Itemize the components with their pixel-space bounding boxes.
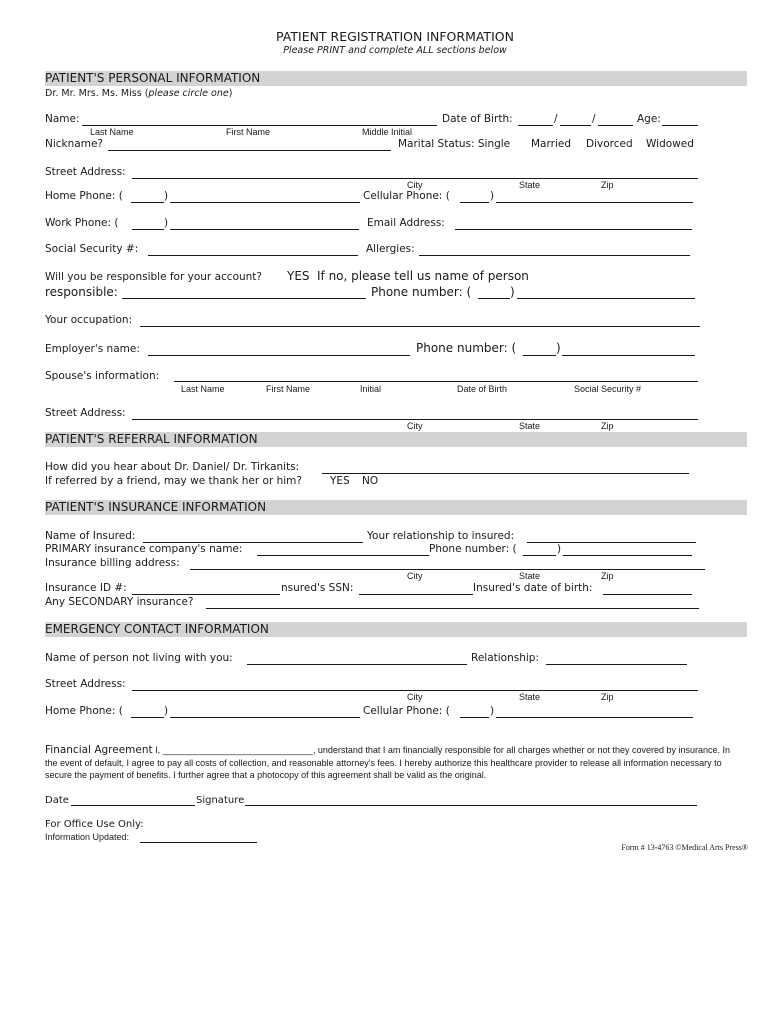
zip-caption: Zip — [601, 571, 614, 581]
section-heading-referral: PATIENT'S REFERRAL INFORMATION — [45, 432, 258, 446]
emergency-home-phone-label: Home Phone: ( — [45, 705, 123, 717]
employer-phone-field[interactable] — [562, 355, 695, 356]
allergies-field[interactable] — [419, 255, 690, 256]
emergency-person-field[interactable] — [247, 664, 467, 665]
insurance-phone-label: Phone number: ( — [429, 543, 517, 555]
ssn-field[interactable] — [148, 255, 358, 256]
emergency-cell-phone-label: Cellular Phone: ( — [363, 705, 450, 717]
marital-status-divorced[interactable]: Divorced — [586, 138, 633, 150]
responsible-phone-area-field[interactable] — [478, 298, 510, 299]
paren-close: ) — [556, 341, 561, 355]
work-phone-area-field[interactable] — [132, 229, 164, 230]
cell-phone-label: Cellular Phone: ( — [363, 190, 450, 202]
work-phone-field[interactable] — [170, 229, 359, 230]
age-field[interactable] — [662, 125, 698, 126]
dob-day-field[interactable] — [560, 125, 591, 126]
name-label: Name: — [45, 113, 80, 125]
emergency-cell-phone-field[interactable] — [496, 717, 693, 718]
responsible-field[interactable] — [122, 298, 366, 299]
city-caption: City — [407, 421, 423, 431]
zip-caption: Zip — [601, 421, 614, 431]
allergies-label: Allergies: — [366, 243, 415, 255]
signature-label: Signature — [196, 795, 245, 806]
billing-address-label: Insurance billing address: — [45, 557, 180, 569]
cell-phone-field[interactable] — [496, 202, 693, 203]
street-address-label: Street Address: — [45, 166, 126, 178]
referral-yes[interactable]: YES — [330, 475, 350, 487]
emergency-person-label: Name of person not living with you: — [45, 652, 233, 664]
referral-no[interactable]: NO — [362, 475, 379, 487]
financial-agreement-paragraph: Financial Agreement I, ______________________________, understand that I am financially responsible for all charges whether or not they covered by insurance. In the event of default, I agree to pay all costs of collection, and reasonable attorney's fees. I hereby authorize this healthcare provider to release all information necessary to secure the payment of benefits. I further agree that a photocopy of this agreement shall be valid as the original. — [45, 744, 731, 780]
referral-source-label: How did you hear about Dr. Daniel/ Dr. Tirkanits: — [45, 461, 300, 473]
employer-label: Employer's name: — [45, 343, 140, 355]
nickname-label: Nickname? — [45, 138, 103, 150]
emergency-cell-area-field[interactable] — [460, 717, 489, 718]
office-use-label: For Office Use Only: — [45, 819, 144, 830]
spouse-street-field[interactable] — [132, 419, 698, 420]
state-caption: State — [519, 692, 541, 702]
state-caption: State — [519, 180, 541, 190]
zip-caption: Zip — [601, 180, 614, 190]
responsible-question: Will you be responsible for your account? — [45, 271, 262, 283]
form-title: PATIENT REGISTRATION INFORMATION — [276, 29, 514, 44]
primary-insurance-label: PRIMARY insurance company's name: — [45, 543, 243, 555]
emergency-relationship-label: Relationship: — [471, 652, 539, 664]
emergency-street-label: Street Address: — [45, 678, 126, 690]
home-phone-label: Home Phone: ( — [45, 190, 123, 202]
cell-phone-area-field[interactable] — [460, 202, 489, 203]
paren-close: ) — [510, 285, 515, 299]
marital-status-widowed[interactable]: Widowed — [646, 138, 694, 150]
spouse-first-caption: First Name — [266, 384, 311, 394]
paren-close: ) — [164, 217, 169, 229]
paren-close: ) — [164, 705, 169, 717]
signature-field[interactable] — [245, 805, 697, 806]
responsible-phone-field[interactable] — [517, 298, 695, 299]
emergency-home-area-field[interactable] — [131, 717, 164, 718]
secondary-insurance-label: Any SECONDARY insurance? — [45, 596, 194, 608]
occupation-label: Your occupation: — [45, 314, 133, 326]
name-field[interactable] — [82, 125, 437, 126]
section-heading-personal: PATIENT'S PERSONAL INFORMATION — [45, 71, 261, 85]
work-phone-label: Work Phone: ( — [45, 217, 119, 229]
insured-dob-field[interactable] — [603, 594, 692, 595]
spouse-last-caption: Last Name — [181, 384, 225, 394]
employer-field[interactable] — [148, 355, 410, 356]
insured-dob-label: Insured's date of birth: — [473, 582, 593, 594]
insured-ssn-label: nsured's SSN: — [281, 582, 354, 594]
spouse-field[interactable] — [174, 381, 698, 382]
responsible-no-note: If no, please tell us name of person — [317, 269, 529, 283]
info-updated-label: Information Updated: — [45, 832, 130, 842]
paren-close: ) — [490, 190, 495, 202]
emergency-street-field[interactable] — [132, 690, 698, 691]
employer-phone-label: Phone number: ( — [416, 341, 517, 355]
age-label: Age: — [637, 113, 661, 125]
spouse-dob-caption: Date of Birth — [457, 384, 508, 394]
referral-thanks-question: If referred by a friend, may we thank her or him? — [45, 475, 302, 487]
city-caption: City — [407, 692, 423, 702]
title-options[interactable]: Dr. Mr. Mrs. Ms. Miss (please circle one) — [45, 88, 233, 99]
occupation-field[interactable] — [140, 326, 700, 327]
middle-initial-caption: Middle Initial — [362, 127, 413, 137]
insured-relationship-label: Your relationship to insured: — [367, 530, 515, 542]
email-label: Email Address: — [367, 217, 445, 229]
paren-close: ) — [164, 190, 169, 202]
billing-address-field[interactable] — [190, 569, 705, 570]
section-heading-emergency: EMERGENCY CONTACT INFORMATION — [45, 622, 269, 636]
secondary-insurance-field[interactable] — [206, 608, 699, 609]
state-caption: State — [519, 571, 541, 581]
city-caption: City — [407, 571, 423, 581]
section-heading-insurance: PATIENT'S INSURANCE INFORMATION — [45, 500, 267, 514]
spouse-label: Spouse's information: — [45, 370, 160, 382]
form-subtitle: Please PRINT and complete ALL sections below — [283, 45, 507, 56]
insurance-phone-field[interactable] — [563, 555, 692, 556]
employer-phone-area-field[interactable] — [523, 355, 556, 356]
email-field[interactable] — [455, 229, 692, 230]
spouse-street-label: Street Address: — [45, 407, 126, 419]
emergency-relationship-field[interactable] — [546, 664, 687, 665]
first-name-caption: First Name — [226, 127, 271, 137]
financial-name-blank[interactable]: ______________________________ — [162, 745, 313, 755]
referral-source-field[interactable] — [322, 473, 689, 474]
paren-close: ) — [557, 543, 562, 555]
state-caption: State — [519, 421, 541, 431]
form-number: Form # 13-4763 ©Medical Arts Press® — [621, 843, 748, 852]
last-name-caption: Last Name — [90, 127, 134, 137]
date-label: Date — [45, 795, 69, 806]
ssn-label: Social Security #: — [45, 243, 139, 255]
responsible-phone-label: Phone number: ( — [371, 285, 472, 299]
marital-status-married[interactable]: Married — [531, 138, 571, 150]
nickname-field[interactable] — [108, 150, 391, 151]
spouse-ssn-caption: Social Security # — [574, 384, 642, 394]
insured-name-label: Name of Insured: — [45, 530, 136, 542]
zip-caption: Zip — [601, 692, 614, 702]
spouse-initial-caption: Initial — [360, 384, 382, 394]
dob-slash: / — [554, 113, 558, 125]
home-phone-area-field[interactable] — [131, 202, 164, 203]
dob-year-field[interactable] — [598, 125, 633, 126]
emergency-home-phone-field[interactable] — [170, 717, 360, 718]
financial-agreement-heading: Financial Agreement — [45, 744, 153, 756]
paren-close: ) — [490, 705, 495, 717]
insurance-id-label: Insurance ID #: — [45, 582, 127, 594]
dob-month-field[interactable] — [518, 125, 553, 126]
dob-label: Date of Birth: — [442, 113, 513, 125]
responsible-yes[interactable]: YES — [287, 269, 310, 283]
responsible-label: responsible: — [45, 285, 118, 299]
insured-ssn-field[interactable] — [359, 594, 473, 595]
info-updated-field[interactable] — [140, 842, 257, 843]
date-field[interactable] — [71, 805, 195, 806]
insured-relationship-field[interactable] — [527, 542, 696, 543]
street-address-field[interactable] — [132, 178, 698, 179]
home-phone-field[interactable] — [170, 202, 360, 203]
primary-insurance-field[interactable] — [257, 555, 429, 556]
city-caption: City — [407, 180, 423, 190]
insurance-phone-area-field[interactable] — [523, 555, 556, 556]
insurance-id-field[interactable] — [132, 594, 280, 595]
dob-slash: / — [592, 113, 596, 125]
marital-status-single[interactable]: Marital Status: Single — [398, 138, 511, 150]
